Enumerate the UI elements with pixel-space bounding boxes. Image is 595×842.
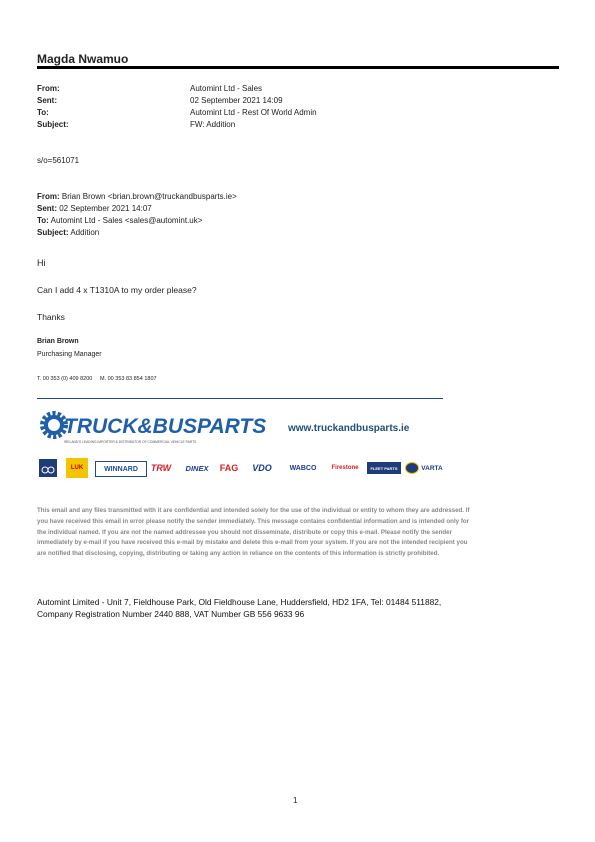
brand-vdo: VDO — [252, 463, 272, 473]
bike-brand-icon — [39, 459, 57, 477]
hella-badge-icon — [405, 462, 419, 474]
brand-hella-badge — [405, 458, 419, 478]
brand-wabco: WABCO — [289, 464, 317, 472]
gear-icon — [43, 414, 65, 436]
fwd-sent-label: Sent: — [37, 204, 57, 213]
fwd-from-value: Brian Brown <brian.brown@truckandbusparts.ie> — [59, 192, 237, 201]
fwd-to-value: Automint Ltd - Sales <sales@automint.uk> — [48, 216, 203, 225]
to-label: To: — [37, 108, 49, 117]
fwd-from-label: From: — [37, 192, 60, 201]
signature-phones: T. 00 353 (0) 409 8200 M. 00 353 83 854 1807 — [37, 376, 157, 382]
sender-name: Magda Nwamuo — [37, 52, 129, 66]
page-number: 1 — [293, 796, 298, 805]
header-rule — [37, 66, 559, 69]
brand-firestone: Firestone — [331, 465, 359, 471]
logo-tagline: IRELAND'S LEADING IMPORTER & DISTRIBUTOR OF COMMERCIAL VEHICLE PARTS — [64, 440, 197, 444]
fwd-subject-label: Subject: — [37, 228, 69, 237]
order-reference: s/o=561071 — [37, 156, 80, 165]
subject-value: FW: Addition — [190, 120, 236, 129]
forwarded-from — [37, 192, 237, 201]
brand-winnard: WINNARD — [95, 461, 147, 477]
website-link[interactable]: www.truckandbusparts.ie — [288, 423, 410, 434]
brand-dinex: DINEX — [185, 463, 209, 473]
greeting: Hi — [37, 258, 46, 268]
signature-name: Brian Brown — [37, 338, 79, 345]
brand-logos-strip — [37, 458, 443, 478]
subject-label: Subject: — [37, 120, 69, 129]
brand-fag: FAG — [219, 463, 239, 473]
sent-value: 02 September 2021 14:09 — [190, 96, 283, 105]
from-label: From: — [37, 84, 60, 93]
to-value: Automint Ltd - Rest Of World Admin — [190, 108, 317, 117]
truck-and-bus-parts-logo — [40, 405, 267, 449]
brand-fleet-parts: FLEET PARTS — [367, 462, 401, 474]
fwd-subject-value: Addition — [68, 228, 100, 237]
forwarded-subject — [37, 228, 99, 237]
brand-logo-bike — [37, 458, 59, 478]
forwarded-sent — [37, 204, 152, 213]
from-value: Automint Ltd - Sales — [190, 84, 263, 93]
forwarded-to — [37, 216, 202, 225]
logo-text: TRUCK&BUSPARTS — [64, 415, 267, 438]
fwd-to-label: To: — [37, 216, 49, 225]
brand-varta: VARTA — [421, 464, 443, 472]
confidentiality-disclaimer: This email and any files transmitted with it are confidential and intended solely for the use of the individual or entity to whom they are addressed. If you have received this email in error please notify the sender immediately. This message contains confidential information and is intended only for the individual named. If you are not the named addressee you should not disseminate, distribute or copy this e-mail. Please notify the sender immediately by e-mail if you have received this e-mail by mistake and delete this e-mail from your system. If you are not the intended recipient you are notified that disclosing, copying, distributing or taking any action in reliance on the contents of this information is strictly prohibited. — [37, 507, 470, 558]
sent-label: Sent: — [37, 96, 57, 105]
company-footer-address: Automint Limited - Unit 7, Fieldhouse Park, Old Fieldhouse Lane, Huddersfield, HD2 1FA, Tel: 01484 511882, Company Registration Number 2440 888, VAT Number GB 556 9633 96 — [37, 597, 442, 619]
brand-trw: TRW — [150, 463, 172, 473]
message-text: Can I add 4 x T1310A to my order please? — [37, 285, 197, 295]
banner-top-rule — [37, 398, 443, 399]
fwd-sent-value: 02 September 2021 14:07 — [57, 204, 152, 213]
signature-title: Purchasing Manager — [37, 351, 102, 358]
thanks-text: Thanks — [37, 312, 65, 322]
brand-luk: LUK — [66, 458, 88, 478]
